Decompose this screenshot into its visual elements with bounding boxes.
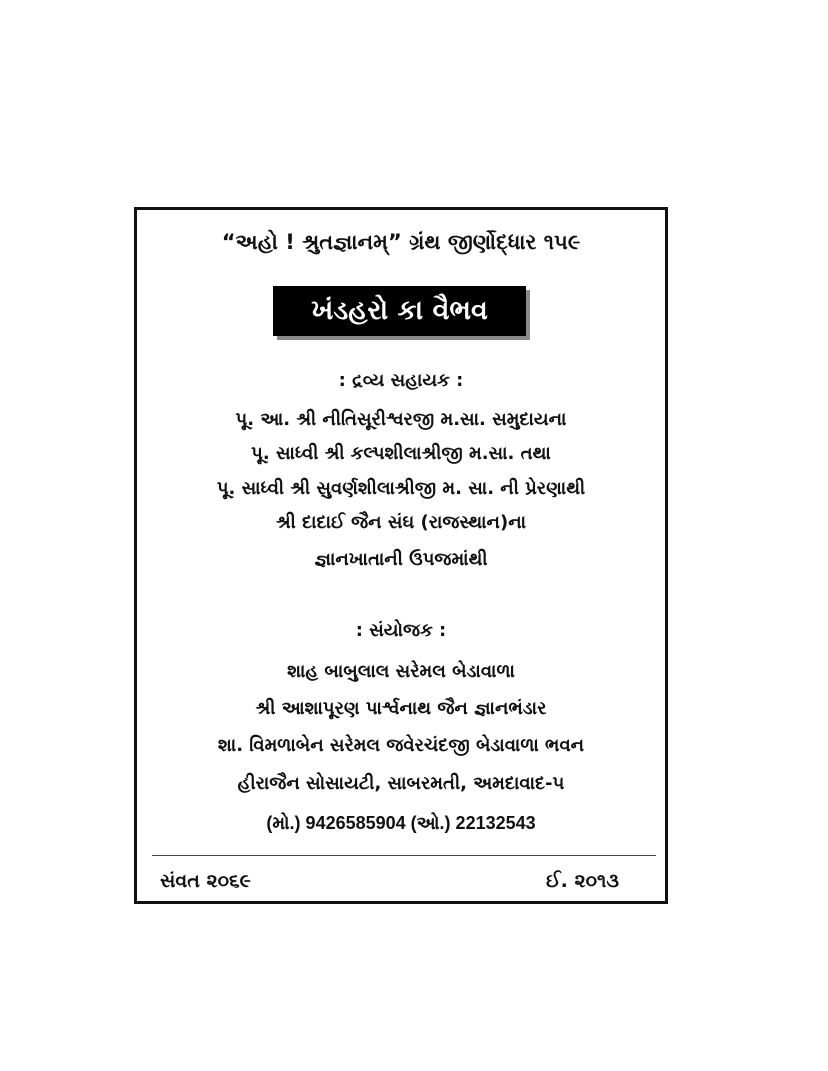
organizer-line-4: હીરાજૈન સોસાયટી, સાબરમતી, અમદાવાદ-૫ [237, 773, 565, 794]
title-box [273, 286, 526, 336]
samvat-date: સંવત ૨૦૬૯ [160, 870, 251, 892]
divider [152, 855, 656, 856]
book-title: ખંડહરો કા વૈભવ [311, 295, 488, 326]
year-date: ઈ. ૨૦૧૩ [545, 870, 619, 892]
organizer-line-1: શાહ બાબુલાલ સરેમલ બેડાવાળા [287, 661, 515, 682]
sponsor-line-2: પૂ. સાધ્વી શ્રી કલ્પશીલાશ્રીજી મ.સા. તથા [251, 443, 551, 464]
series-line: “અહો ! શ્રુતજ્ઞાનમ્” ગ્રંથ જીર્ણોદ્ધાર ૧૫૯ [221, 230, 581, 254]
organizer-line-3: શા. વિમળાબેન સરેમલ જવેરચંદજી બેડાવાળા ભવન [217, 735, 585, 756]
sponsor-line-3: પૂ. સાધ્વી શ્રી સુવર્ણશીલાશ્રીજી મ. સા. ની પ્રેરણાથી [216, 478, 586, 499]
organizer-heading: : સંયોજક : [355, 620, 447, 641]
organizer-line-2: શ્રી આશાપૂરણ પાર્શ્વનાથ જૈન જ્ઞાનભંડાર [255, 698, 547, 719]
sponsor-line-4: શ્રી દાદાઈ જૈન સંઘ (રાજસ્થાન)ના [275, 512, 527, 533]
sponsor-line-5: જ્ઞાનખાતાની ઉપજમાંથી [314, 549, 488, 570]
sponsor-line-1: પૂ. આ. શ્રી નીતિસૂરીશ્વરજી મ.સા. સમુદાયના [235, 409, 567, 430]
sponsor-heading: : દ્રવ્ય સહાયક : [338, 370, 464, 391]
phone-line: (મો.) 9426585904 (ઓ.) 22132543 [266, 813, 536, 833]
page-frame [134, 207, 668, 904]
